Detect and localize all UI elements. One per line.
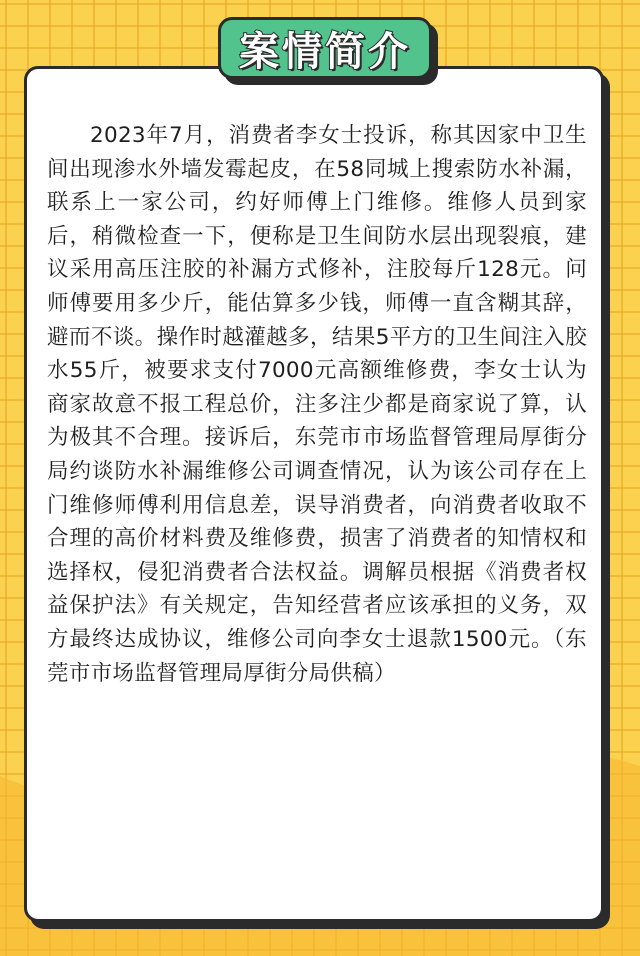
title-badge bbox=[218, 17, 432, 79]
page-title: 案情简介 bbox=[239, 28, 411, 75]
case-card bbox=[24, 66, 604, 922]
case-description: 2023年7月，消费者李女士投诉，称其因家中卫生间出现渗水外墙发霉起皮，在58同城上搜索防水补漏，联系上一家公司，约好师傅上门维修。维修人员到家后，稍微检查一下，便称是卫生间防水层出现裂痕，建议采用高压注胶的补漏方式修补，注胶每斤128元。问师傅要用多少斤，能估算多少钱，师傅一直含糊其辞，避而不谈。操作时越灌越多，结果5平方的卫生间注入胶水55斤，被要求支付7000元高额维修费，李女士认为商家故意不报工程总价，注多注少都是商家说了算，认为极其不合理。接诉后，东莞市市场监督管理局厚街分局约谈防水补漏维修公司调查情况，认为该公司存在上门维修师傅利用信息差，误导消费者，向消费者收取不合理的高价材料费及维修费，损害了消费者的知情权和选择权，侵犯消费者合法权益。调解员根据《消费者权益保护法》有关规定，告知经营者应该承担的义务，双方最终达成协议，维修公司向李女士退款1500元。（东莞市市场监督管理局厚街分局供稿） bbox=[47, 123, 587, 686]
